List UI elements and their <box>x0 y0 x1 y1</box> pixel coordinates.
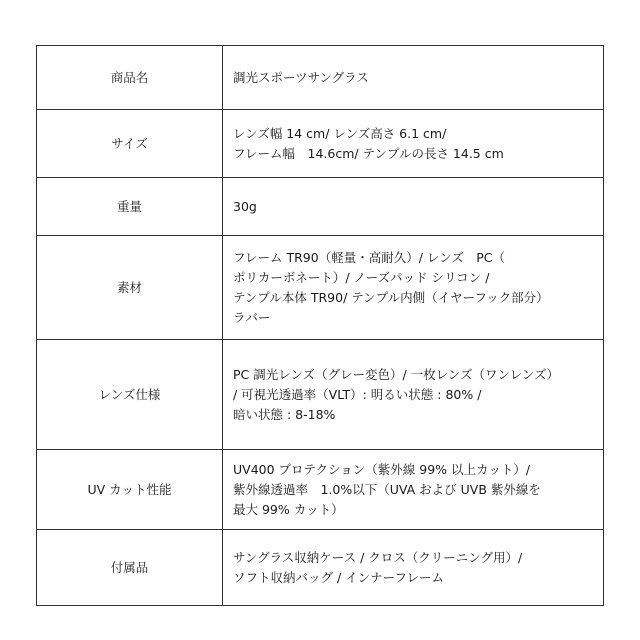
row-value <box>223 46 604 110</box>
spec-table <box>36 45 604 606</box>
row-value <box>223 340 604 450</box>
value-line: 紫外線透過率 1.0%以下（UVA および UVB 紫外線を <box>233 481 541 497</box>
spec-row-weight <box>37 178 604 236</box>
value-line: フレーム TR90（軽量・高耐久）/ レンズ PC（ <box>233 249 505 265</box>
row-label: 付属品 <box>37 530 223 606</box>
value-line: サングラス収納ケース / クロス（クリーニング用）/ <box>233 549 523 565</box>
row-value <box>223 236 604 340</box>
value-line: レンズ幅 14 cm/ レンズ高さ 6.1 cm/ <box>233 125 447 141</box>
row-label: 商品名 <box>37 46 223 110</box>
row-value <box>223 110 604 178</box>
row-label: 重量 <box>37 178 223 236</box>
value-line: フレーム幅 14.6cm/ テンプルの長さ 14.5 cm <box>233 145 504 161</box>
value-line: PC 調光レンズ（グレー変色）/ 一枚レンズ（ワンレンズ） <box>233 366 560 382</box>
value-line: 暗い状態 : 8-18% <box>233 406 336 422</box>
value-line: ポリカーボネート）/ ノーズパッド シリコン / <box>233 269 490 285</box>
spec-row-lens-spec <box>37 340 604 450</box>
row-label: 素材 <box>37 236 223 340</box>
spec-row-uv-cut <box>37 450 604 530</box>
value-line: UV400 プロテクション（紫外線 99% 以上カット）/ <box>233 461 531 477</box>
value-line: ソフト収納バッグ / インナーフレーム <box>233 569 445 585</box>
value-line: 30g <box>233 198 257 214</box>
spec-row-material <box>37 236 604 340</box>
value-line: / 可視光透過率（VLT）: 明るい状態 : 80% / <box>233 386 482 402</box>
row-value <box>223 178 604 236</box>
row-label: サイズ <box>37 110 223 178</box>
row-value <box>223 530 604 606</box>
row-label: レンズ仕様 <box>37 340 223 450</box>
row-label: UV カット性能 <box>37 450 223 530</box>
value-line: 調光スポーツサングラス <box>233 69 369 85</box>
spec-row-size <box>37 110 604 178</box>
value-line: テンプル本体 TR90/ テンプル内側（イヤーフック部分） <box>233 289 549 305</box>
spec-row-accessories <box>37 530 604 606</box>
value-line: ラバー <box>233 309 271 325</box>
row-value <box>223 450 604 530</box>
value-line: 最大 99% カット） <box>233 501 344 517</box>
spec-row-product-name <box>37 46 604 110</box>
